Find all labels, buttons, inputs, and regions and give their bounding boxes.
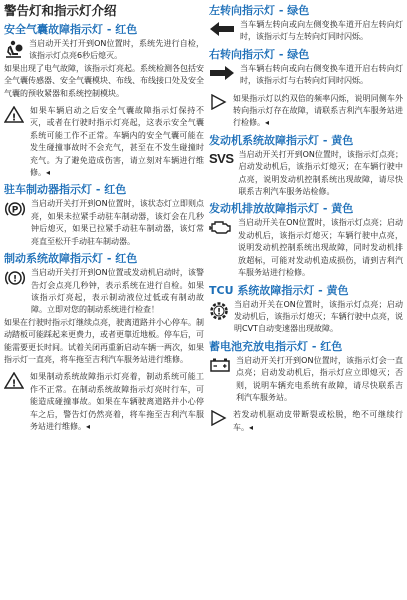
- right-turn-block: [209, 63, 403, 88]
- brake-intro-block: [4, 267, 204, 317]
- airbag-warning-text: 如果车辆启动之后安全气囊故障指示灯保持不灭，或者在行驶时指示灯亮起，这表示安全气囊系统可能工作不正常。车辆内的安全气囊可能在发生碰撞事故时不会充气，甚至在不发生碰撞时充气。为了避免造成伤害，请立刻对车辆进行维修。◂: [30, 106, 204, 178]
- airbag-intro-text: 当启动开关打开到ON位置时，系统先进行自检，该指示灯点亮6秒后熄灭。: [29, 39, 204, 61]
- emission-section-title: 发动机排放故障指示灯 - 黄色: [209, 202, 354, 216]
- engine-text: 当启动开关打开到ON位置时，该指示灯点亮；启动发动机后，该指示灯熄灭；在车辆行驶中点亮，说明发动机控制系统出现故障，请尽快联系吉利汽车服务站检修。: [238, 149, 403, 197]
- airbag-intro-block: [4, 38, 204, 63]
- left-turn-block: [209, 19, 403, 44]
- left-column: [4, 0, 204, 433]
- warning-triangle-icon: [4, 106, 24, 123]
- svg-text:!: !: [216, 307, 222, 317]
- brake-body-text: 如果在行驶时指示灯继续点亮，驶离道路并小心停车。制动踏板可能踩起来更费力，或者更靠近地板。停车后，可能需要更长时间。试着关闭再重新启动车辆一两次，如果指示灯一直亮，将车拖至吉利汽车服务站进行维修。: [4, 317, 204, 364]
- transmission-gear-icon: [209, 301, 229, 321]
- battery-block: [209, 355, 403, 405]
- svg-text:!: !: [11, 378, 17, 390]
- turn-signal-note: [209, 93, 403, 130]
- belt-note: [209, 409, 403, 434]
- brake-system-icon: [4, 269, 26, 287]
- battery-icon: [209, 357, 231, 373]
- note-play-icon: [209, 94, 227, 110]
- svs-icon: SVS: [209, 150, 234, 166]
- parking-brake-icon: [4, 200, 26, 218]
- belt-note-text: 若发动机驱动皮带断裂或松脱，绝不可继续行车。◂: [233, 410, 403, 432]
- epb-text: 当启动开关打开到ON位置时，该状态灯立即则点亮，如果未拉紧手动驻车制动器，该灯会在几秒钟后熄灭，如果已拉紧手动驻车制动器，该灯常亮直至松开手动驻车制动器。: [31, 199, 204, 246]
- airbag-section-title: 安全气囊故障指示灯 - 红色: [4, 23, 138, 36]
- tcu-text: 当启动开关在ON位置时，该指示灯点亮；启动发动机后，该指示灯熄灭；车辆行驶中点亮，说明CVT自动变速器出现故障。: [234, 299, 403, 334]
- battery-section-title: 蓄电池充放电指示灯 - 红色: [209, 339, 343, 353]
- airbag-warning-icon: [4, 40, 24, 58]
- right-column: [209, 0, 403, 434]
- tcu-block: [209, 299, 403, 336]
- turn-signal-note-text: 如果指示灯以约双倍的频率闪烁，说明同侧车外转向指示灯存在故障，请联系吉利汽车服务站进行检修。◂: [233, 93, 403, 128]
- left-turn-section-title: 左转向指示灯 - 绿色: [209, 4, 310, 17]
- epb-block: [4, 198, 204, 248]
- airbag-warning-note: [4, 105, 204, 179]
- brake-warning-note: [4, 371, 204, 433]
- brake-warning-text: 如果制动系统故障指示灯亮着，制动系统可能工作不正常。在制动系统故障指示灯亮时行车，可能造成碰撞事故。如果在车辆驶离道路并小心停车之后，警告灯仍然亮着，将车拖至吉利汽车服务站进行维修。◂: [30, 372, 204, 431]
- right-turn-section-title: 右转向指示灯 - 绿色: [209, 47, 310, 61]
- warning-triangle-icon: [4, 372, 24, 389]
- tcu-section-title: TCU 系统故障指示灯 - 黄色: [209, 283, 349, 297]
- airbag-body-text: 如果出现了电气故障，该指示灯亮起。系统检测各包括安全气囊传感器、安全气囊模块、布线、布线接口处及安全气囊的预收紧器和系统控制模块。: [4, 63, 204, 98]
- brake-intro-text: 当启动开关打开到ON位置或发动机启动时，该警告灯会点亮几秒钟，表示系统在进行自检。如果该指示灯亮起，表示制动液位过低或有制动故障。立即对您的制动系统进行检查！: [31, 268, 204, 315]
- engine-block: [209, 149, 403, 199]
- left-arrow-icon: [209, 21, 235, 37]
- svg-text:!: !: [12, 274, 18, 285]
- battery-text: 当启动开关打开到ON位置时，该指示灯会一直点亮；启动发动机后，指示灯应立即熄灭；否则，说明车辆充电系统有故障，请尽快联系吉利汽车服务站。: [236, 355, 403, 402]
- epb-section-title: 驻车制动器指示灯 - 红色: [4, 183, 127, 197]
- emission-text: 当启动开关在ON位置时，该指示灯点亮；启动发动机后，该指示灯熄灭；车辆行驶中点亮，说明发动机控制系统出现故障，同时发动机排放超标，可能对发动机造成损伤，请到吉利汽车服务站进行检修。: [238, 218, 403, 278]
- note-play-icon: [209, 410, 227, 426]
- engine-check-icon: [209, 219, 233, 235]
- engine-section-title: 发动机系统故障指示灯 - 黄色: [209, 133, 354, 147]
- svg-text:P: P: [11, 205, 19, 216]
- emission-block: [209, 217, 403, 279]
- right-turn-text: 当车辆右转向或向右侧变换车道开启右转向灯时，该指示灯与右转向灯同时闪烁。: [240, 63, 403, 86]
- left-turn-text: 当车辆左转向或向左侧变换车道开启左转向灯时，该指示灯与左转向灯同时闪烁。: [240, 20, 403, 42]
- page-title: 警告灯和指示灯介绍: [4, 3, 117, 18]
- brake-section-title: 制动系统故障指示灯 - 红色: [4, 252, 138, 266]
- right-arrow-icon: [209, 65, 235, 81]
- svg-text:!: !: [11, 112, 17, 124]
